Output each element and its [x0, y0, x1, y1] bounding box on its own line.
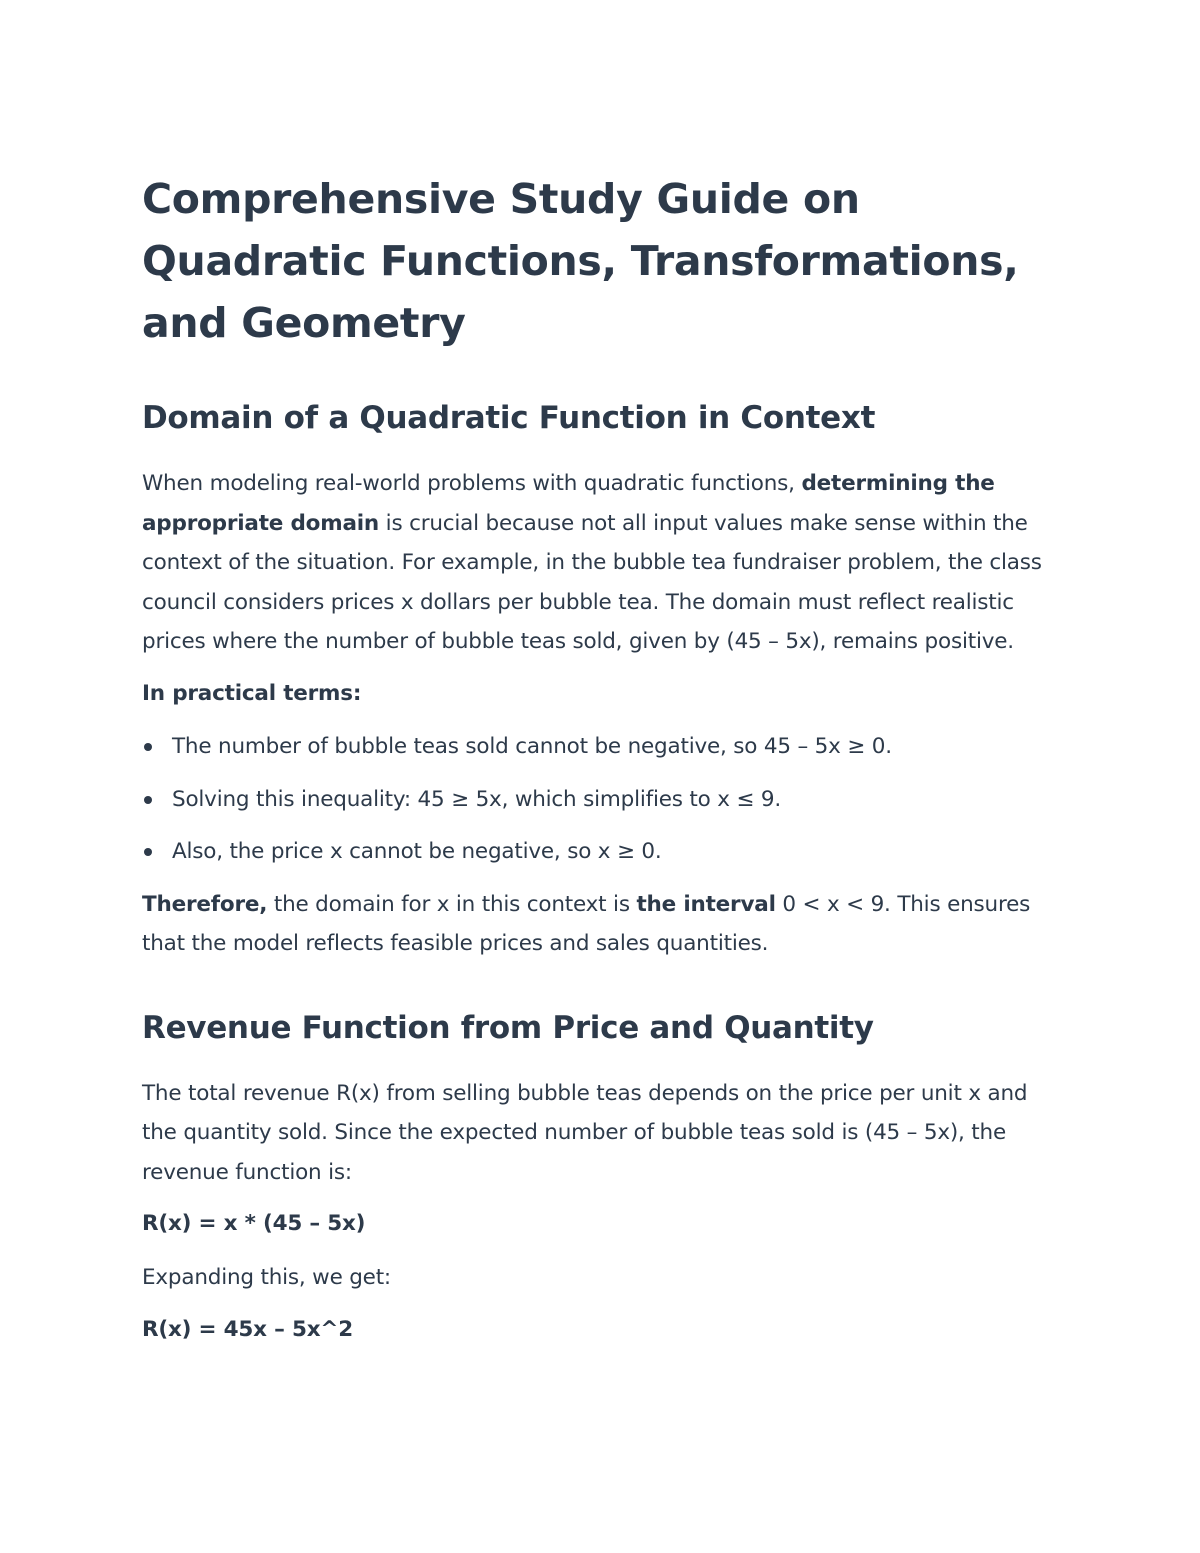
formula-factored-text: R(x) = x * (45 – 5x) — [142, 1211, 366, 1236]
list-item — [142, 780, 1062, 820]
practical-terms-label: In practical terms: — [142, 680, 362, 706]
list-item — [142, 727, 1062, 767]
document-title: Comprehensive Study Guide on Quadratic Functions, Transformations, and Geometry — [142, 175, 1019, 347]
bullet-dot-icon — [144, 796, 152, 804]
section-heading-revenue: Revenue Function from Price and Quantity — [142, 1009, 874, 1046]
list-item-text: Solving this inequality: 45 ≥ 5x, which simplifies to x ≤ 9. — [172, 786, 781, 812]
list-item-text: The number of bubble teas sold cannot be negative, so 45 – 5x ≥ 0. — [172, 734, 892, 759]
formula-expanded-text: R(x) = 45x – 5x^2 — [142, 1317, 353, 1342]
conclusion-bold-interval: the interval — [636, 891, 776, 917]
domain-bullet-list — [142, 727, 1062, 872]
domain-intro-bold: determining the appropriate domain — [142, 471, 995, 536]
domain-intro-paragraph — [142, 464, 1062, 662]
bullet-dot-icon — [144, 848, 152, 856]
domain-intro-text-after: is crucial because not all input values make sense within the context of the situation. For example, in the bubble tea fundraiser problem, the class council considers prices x dollars per bubble tea. The domain must reflect realistic prices where the number of bubble teas sold, given by (45 – 5x), remains positive. — [142, 510, 1042, 654]
list-item-text: Also, the price x cannot be negative, so x ≥ 0. — [172, 839, 662, 864]
expanding-text: Expanding this, we get: — [142, 1264, 391, 1290]
list-item — [142, 832, 1062, 872]
revenue-formula-factored — [142, 1204, 1062, 1244]
bullet-dot-icon — [144, 743, 152, 751]
document-page — [142, 168, 1062, 1350]
revenue-intro-paragraph: The total revenue R(x) from selling bubble teas depends on the price per unit x and the quantity sold. Since the expected number of bubble teas sold is (45 – 5x), the revenue function is: — [142, 1080, 1028, 1185]
practical-terms-lead — [142, 674, 1062, 714]
domain-conclusion-paragraph — [142, 885, 1062, 964]
conclusion-text-mid: the domain for x in this context is — [267, 891, 637, 917]
section-heading-domain: Domain of a Quadratic Function in Context — [142, 400, 876, 436]
revenue-formula-expanded — [142, 1310, 1062, 1350]
conclusion-text-after: 0 < x < 9. This ensures that the model reflects feasible prices and sales quantities. — [142, 891, 1031, 956]
domain-intro-text-before: When modeling real-world problems with quadratic functions, — [142, 471, 802, 496]
conclusion-bold-therefore: Therefore, — [142, 891, 268, 917]
